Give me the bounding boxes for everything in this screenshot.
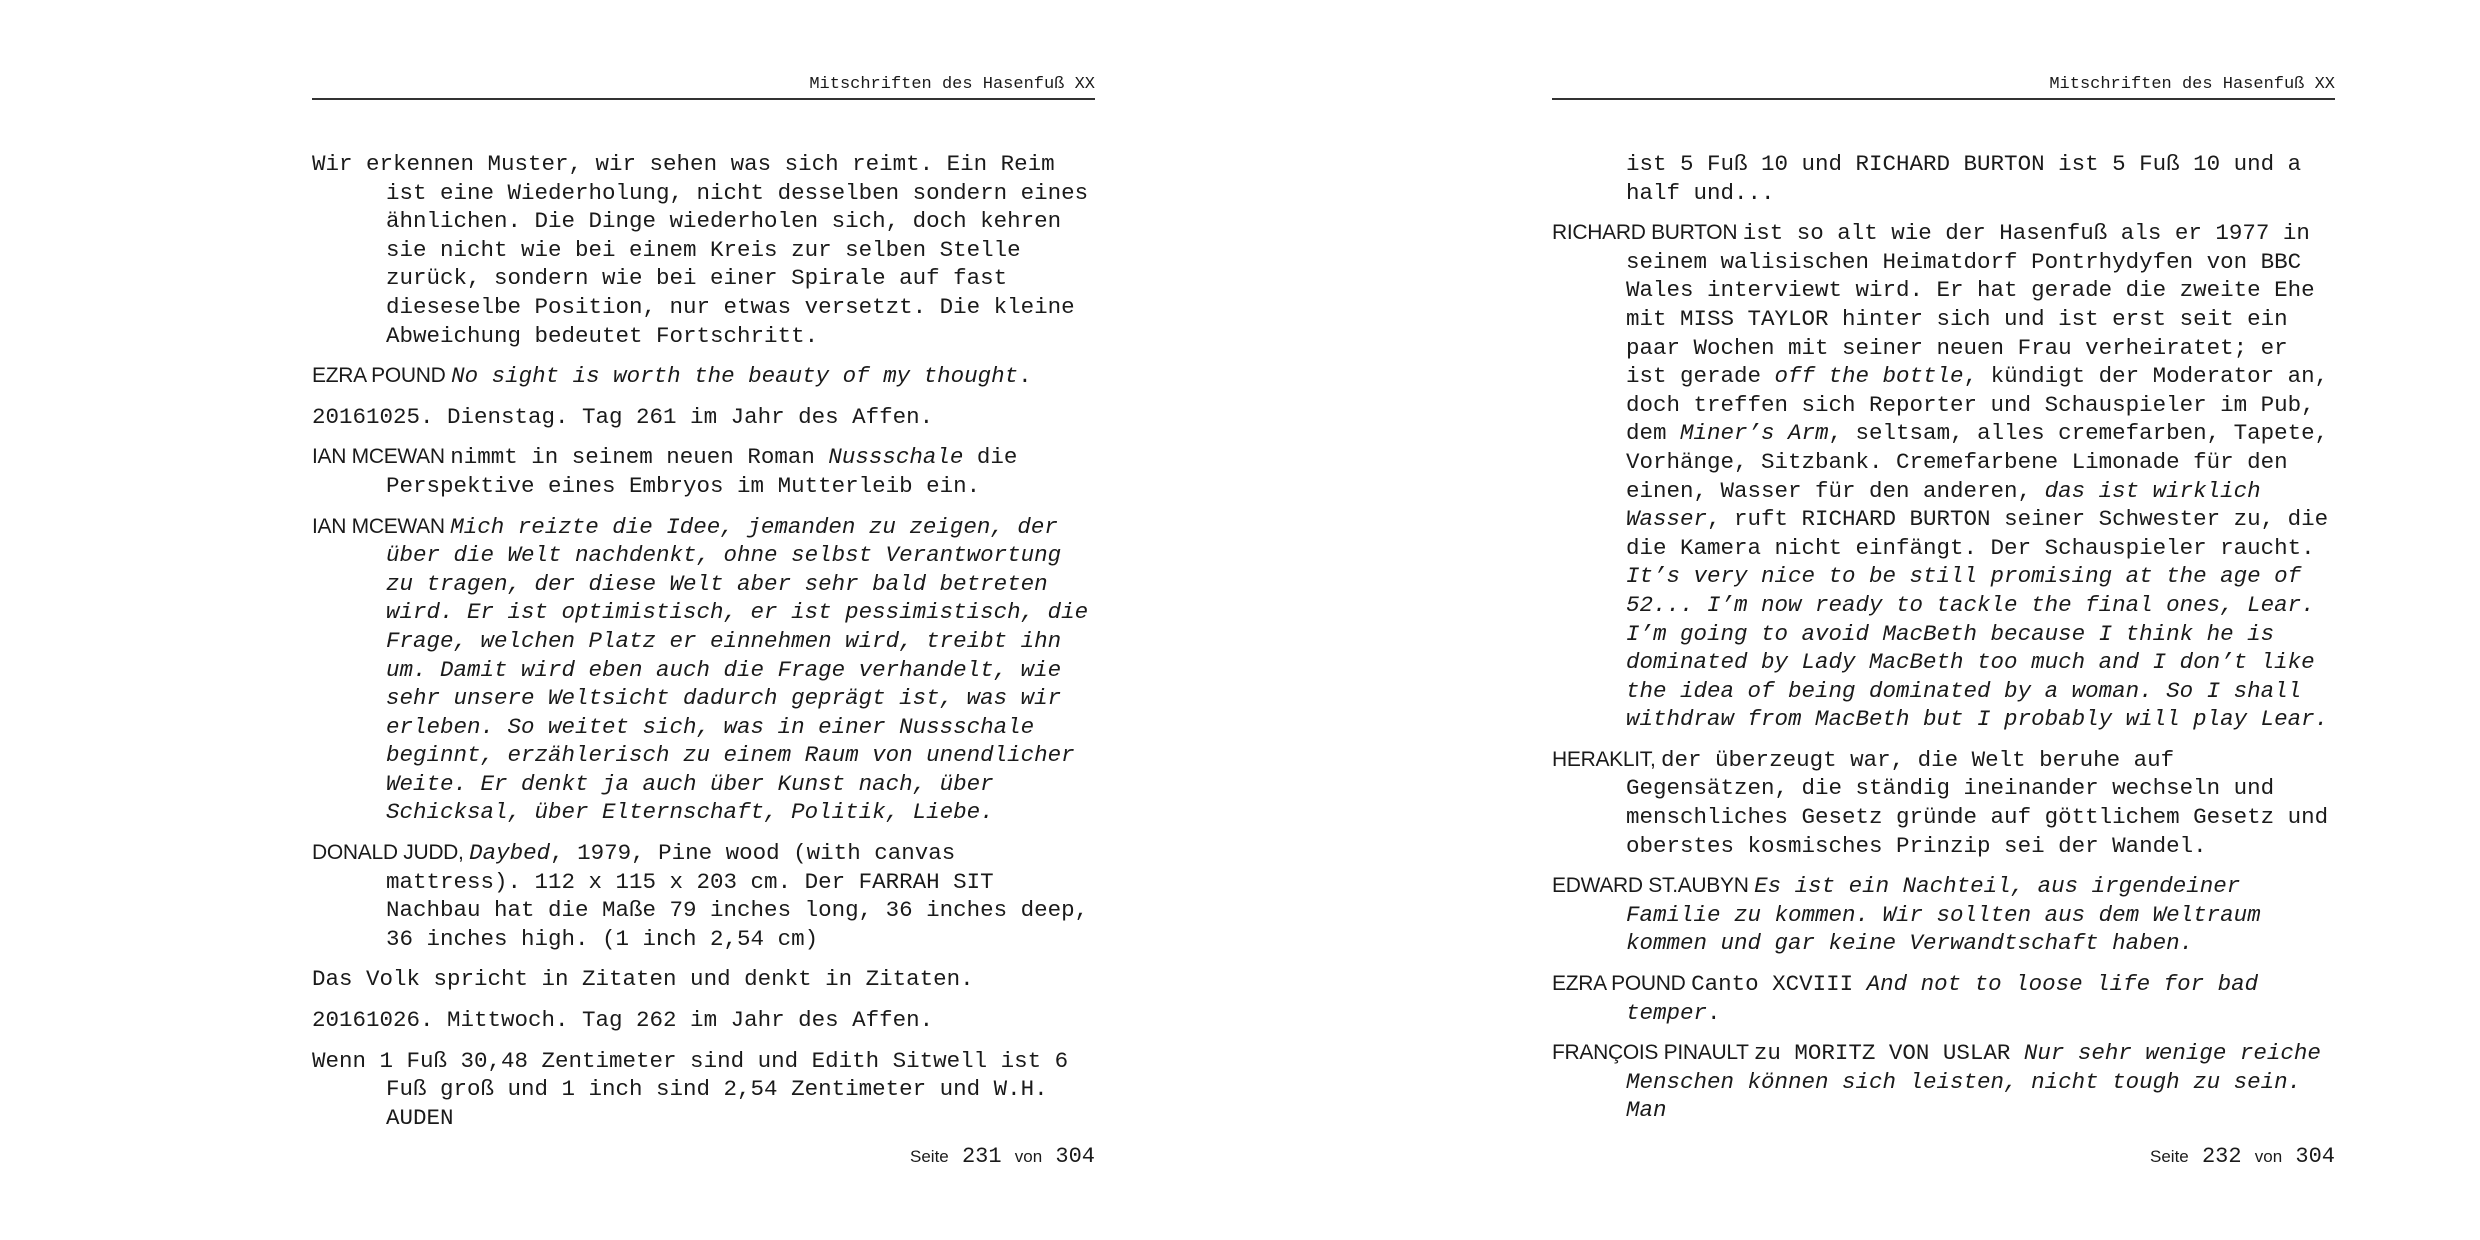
quote-text: Daybed <box>469 840 551 867</box>
body-text: . <box>1707 999 1721 1026</box>
body-text: Wir erkennen Muster, wir sehen was sich reimt. Ein Reim ist eine Wiederholung, nicht desselben sondern eines ähnlichen. Die Dinge wiederholen sich, doch kehren sie nicht wie bei einem Kreis zur selben Stelle zurück, sondern wie bei einer Spirale auf fast dieseselbe Position, nur etwas versetzt. Die kleine Abweichung bedeutet Fortschritt. <box>312 151 1089 349</box>
body-text: zu MORITZ VON USLAR <box>1753 1040 2024 1067</box>
paragraph <box>1552 1039 2335 1125</box>
paragraph <box>312 839 1095 953</box>
person-name: FRANÇOIS PINAULT <box>1552 1041 1754 1065</box>
quote-text: And not to loose life for bad temper <box>1626 971 2259 1026</box>
paragraph <box>312 513 1095 828</box>
page-number: 232 <box>2201 1144 2242 1169</box>
body-text: Das Volk spricht in Zitaten und denkt in Zitaten. <box>312 966 974 993</box>
paragraph <box>312 1006 1095 1035</box>
quote-text: It’s very nice to be still promising at the age of 52... I’m now ready to tackle the final ones, Lear. I’m going to avoid MacBeth because I think he is dominated by Lady MacBeth too much and I don’t like the idea of being dominated by a woman. So I shall withdraw from MacBeth but I probably will play Lear. <box>1626 563 2329 733</box>
von-label: von <box>1014 1147 1043 1166</box>
person-name: EDWARD ST.AUBYN <box>1552 874 1755 898</box>
body-text: nimmt in seinem neuen Roman <box>450 444 829 471</box>
page-number: 231 <box>961 1144 1002 1169</box>
body-text: Canto XCVIII <box>1691 971 1867 998</box>
right-page <box>1240 0 2480 1240</box>
seite-label: Seite <box>910 1147 949 1166</box>
paragraph <box>1552 872 2335 958</box>
von-label: von <box>2254 1147 2283 1166</box>
person-name: IAN MCEWAN <box>312 514 451 538</box>
person-name: EZRA POUND <box>312 364 452 388</box>
quote-text: Es ist ein Nachteil, aus irgendeiner Familie zu kommen. Wir sollten aus dem Weltraum kommen und gar keine Verwandtschaft haben. <box>1626 873 2261 957</box>
person-name: HERAKLIT, <box>1552 747 1662 771</box>
paragraph <box>312 403 1095 432</box>
body-text: , kündigt der Moderator an, doch treffen sich Reporter und Schauspieler im Pub, dem <box>1626 363 2329 447</box>
paragraph <box>1552 970 2335 1027</box>
page-footer <box>312 1144 1095 1169</box>
body-text: Wenn 1 Fuß 30,48 Zentimeter sind und Edith Sitwell ist 6 Fuß groß und 1 inch sind 2,54 Zentimeter und W.H. AUDEN <box>312 1047 1069 1131</box>
body-text: 20161026. Mittwoch. Tag 262 im Jahr des Affen. <box>312 1007 934 1034</box>
body-text: ist so alt wie der Hasenfuß als er 1977 in seinem walisischen Heimatdorf Pontrhydyfen von BBC Wales interviewt wird. Er hat gerade die zweite Ehe mit MISS TAYLOR hinter sich und ist erst seit ein paar Wochen mit seiner neuen Frau verheiratet; er ist gerade <box>1626 220 2315 390</box>
page-total: 304 <box>2295 1144 2335 1169</box>
body-text: die Perspektive eines Embryos im Mutterleib ein. <box>386 444 1018 499</box>
running-head: Mitschriften des Hasenfuß XX <box>1552 72 2335 100</box>
running-head: Mitschriften des Hasenfuß XX <box>312 72 1095 100</box>
body-text: ist 5 Fuß 10 und RICHARD BURTON ist 5 Fuß 10 und a half und... <box>1626 151 2302 206</box>
paragraph <box>1552 219 2335 734</box>
quote-text: No sight is worth the beauty of my thought <box>451 363 1019 390</box>
paragraph <box>312 965 1095 994</box>
paragraph <box>312 362 1095 391</box>
body-text: , 1979, Pine wood (with canvas mattress). 112 x 115 x 203 cm. Der FARRAH SIT Nachbau hat die Maße 79 inches long, 36 inches deep, 36 inches high. (1 inch 2,54 cm) <box>386 840 1089 952</box>
quote-text: Nussschale <box>828 444 964 471</box>
page-total: 304 <box>1055 1144 1095 1169</box>
quote-text: off the bottle <box>1774 363 1964 390</box>
paragraph <box>312 1047 1095 1133</box>
quote-text: das ist wirklich Wasser <box>1626 477 2261 533</box>
quote-text: Miner’s Arm <box>1680 420 1829 447</box>
person-name: EZRA POUND <box>1552 972 1692 996</box>
body-text: . <box>1018 363 1032 390</box>
quote-text: Mich reizte die Idee, jemanden zu zeigen, der über die Welt nachdenkt, ohne selbst Verantwortung zu tragen, der diese Welt aber sehr bald betreten wird. Er ist optimistisch, er ist pessimistisch, die Frage, welchen Platz er einnehmen wird, treibt ihn um. Damit wird eben auch die Frage verhandelt, wie sehr unsere Weltsicht dadurch geprägt ist, was wir erleben. So weitet sich, was in einer Nussschale beginnt, erzählerisch zu einem Raum von unendlicher Weite. Er denkt ja auch über Kunst nach, über Schicksal, über Elternschaft, Politik, Liebe. <box>386 513 1089 826</box>
paragraph <box>312 443 1095 500</box>
page-body <box>312 150 1095 1144</box>
person-name: RICHARD BURTON <box>1552 221 1743 245</box>
person-name: DONALD JUDD, <box>312 841 470 865</box>
seite-label: Seite <box>2150 1147 2189 1166</box>
body-text: , seltsam, alles cremefarben, Tapete, Vorhänge, Sitzbank. Cremefarbene Limonade für den einen, Wasser für den anderen, <box>1626 420 2329 504</box>
paragraph <box>312 150 1095 350</box>
person-name: IAN MCEWAN <box>312 445 451 469</box>
quote-text: Nur sehr wenige reiche Menschen können sich leisten, nicht tough zu sein. Man <box>1626 1040 2321 1124</box>
paragraph <box>1552 150 2335 207</box>
page-footer <box>1552 1144 2335 1169</box>
paragraph <box>1552 746 2335 860</box>
body-text: der überzeugt war, die Welt beruhe auf Gegensätzen, die ständig ineinander wechseln und menschliches Gesetz gründe auf göttlichem Gesetz und oberstes kosmisches Prinzip sei der Wandel. <box>1626 746 2329 859</box>
page-body <box>1552 150 2335 1137</box>
body-text: , ruft RICHARD BURTON seiner Schwester zu, die die Kamera nicht einfängt. Der Schauspieler raucht. <box>1626 506 2329 561</box>
body-text: 20161025. Dienstag. Tag 261 im Jahr des Affen. <box>312 403 934 430</box>
